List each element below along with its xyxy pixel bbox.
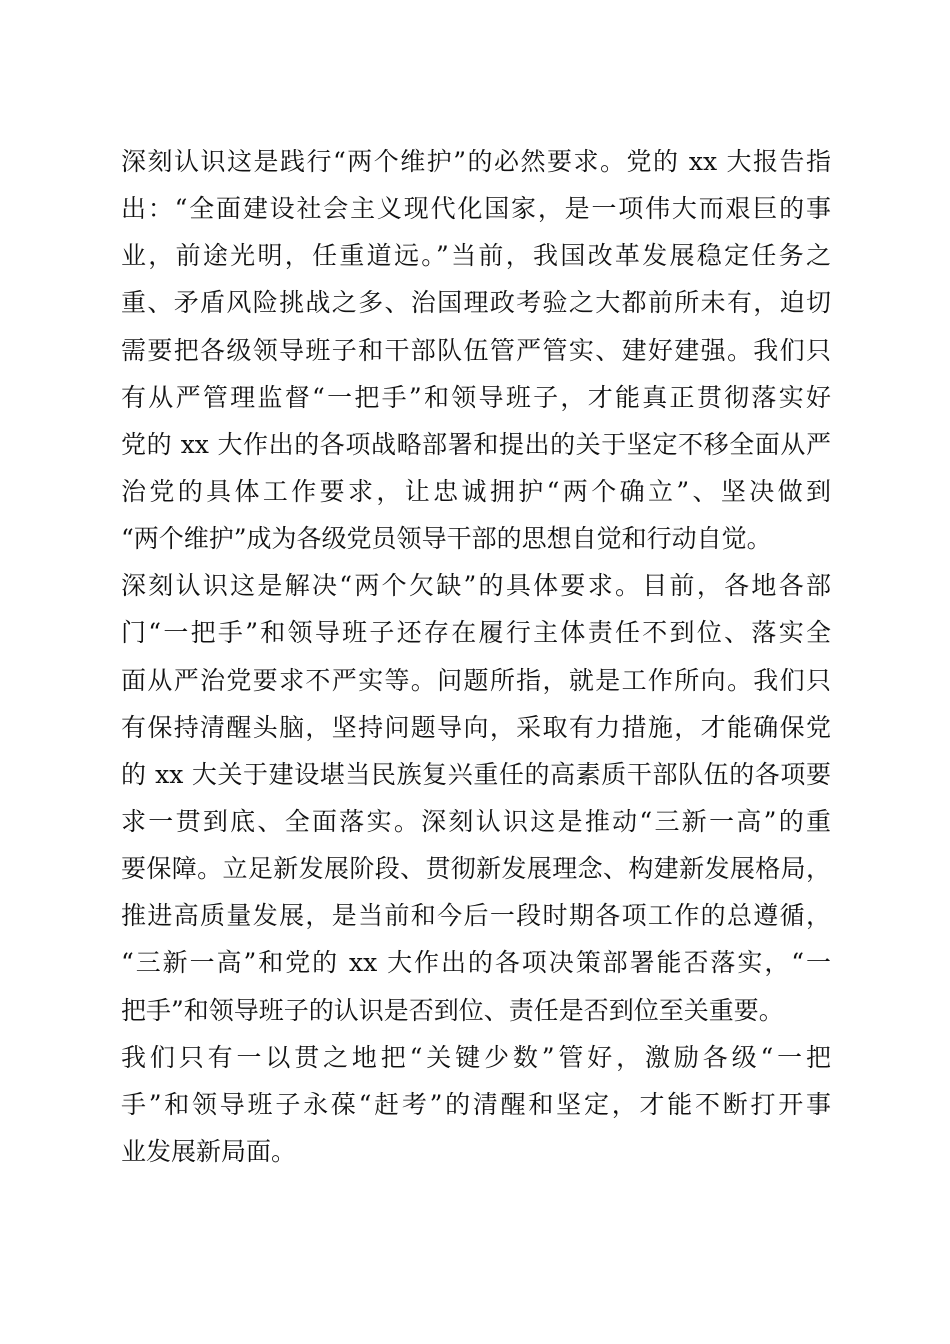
text-line: 推进高质量发展，是当前和今后一段时期各项工作的总遵循， (121, 901, 831, 931)
text-line: 深刻认识这是解决“两个欠缺”的具体要求。目前，各地各部 (121, 571, 831, 601)
text-line: 治党的具体工作要求，让忠诚拥护“两个确立”、坚决做到 (121, 476, 831, 506)
text-line: 把手”和领导班子的认识是否到位、责任是否到位至关重要。 (121, 995, 784, 1025)
text-line: 要保障。立足新发展阶段、贯彻新发展理念、构建新发展格局， (121, 854, 831, 884)
text-line: 门“一把手”和领导班子还存在履行主体责任不到位、落实全 (121, 618, 831, 648)
text-line: 求一贯到底、全面落实。深刻认识这是推动“三新一高”的重 (121, 806, 831, 836)
text-line: 业，前途光明，任重道远。”当前，我国改革发展稳定任务之 (121, 241, 831, 271)
text-line: “三新一高”和党的 xx 大作出的各项决策部署能否落实，“一 (121, 948, 831, 978)
text-line: 深刻认识这是践行“两个维护”的必然要求。党的 xx 大报告指 (121, 147, 831, 176)
body-text (121, 138, 831, 1175)
text-line: 业发展新局面。 (121, 1136, 297, 1166)
text-line: 有保持清醒头脑，坚持问题导向，采取有力措施，才能确保党 (121, 712, 831, 742)
text-line: 手”和领导班子永葆“赶考”的清醒和坚定，才能不断打开事 (121, 1089, 831, 1119)
text-line: 重、矛盾风险挑战之多、治国理政考验之大都前所未有，迫切 (121, 288, 831, 318)
text-line: 的 xx 大关于建设堪当民族复兴重任的高素质干部队伍的各项要 (121, 759, 831, 789)
text-line: 需要把各级领导班子和干部队伍管严管实、建好建强。我们只 (121, 335, 831, 365)
text-line: 出：“全面建设社会主义现代化国家，是一项伟大而艰巨的事 (121, 194, 831, 224)
text-line: 我们只有一以贯之地把“关键少数”管好，激励各级“一把 (121, 1042, 831, 1072)
text-line: 有从严管理监督“一把手”和领导班子，才能真正贯彻落实好 (121, 382, 831, 412)
text-line: 面从严治党要求不严实等。问题所指，就是工作所向。我们只 (121, 665, 831, 695)
text-line: “两个维护”成为各级党员领导干部的思想自觉和行动自觉。 (121, 524, 772, 554)
text-line: 党的 xx 大作出的各项战略部署和提出的关于坚定不移全面从严 (121, 429, 831, 459)
